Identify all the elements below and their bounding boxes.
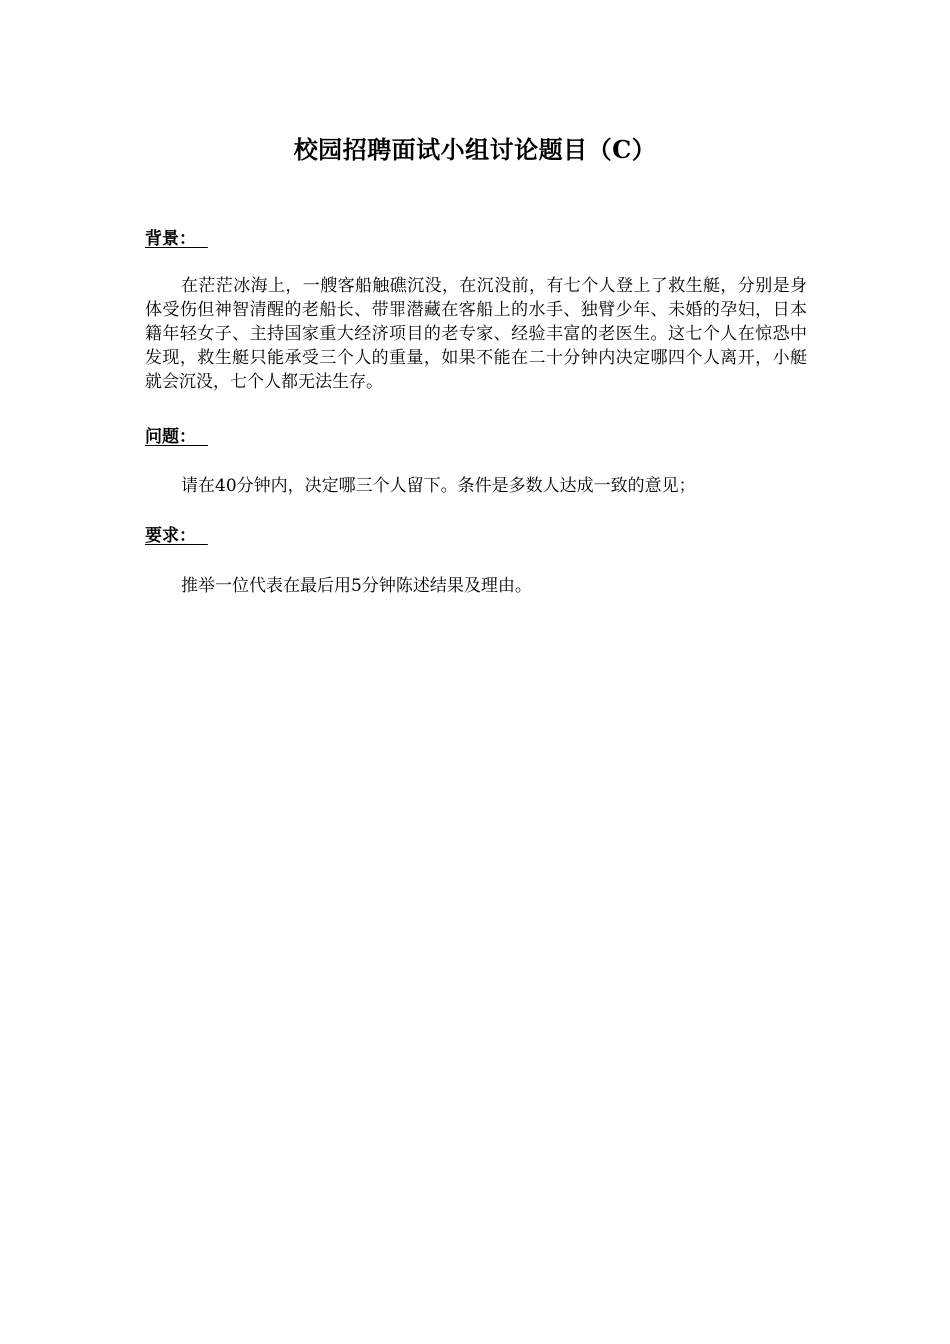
section-heading-requirement: 要求： <box>145 526 208 546</box>
document-title: 校园招聘面试小组讨论题目（C） <box>293 135 657 164</box>
section-text-requirement: 推举一位代表在最后用5分钟陈述结果及理由。 <box>181 576 532 596</box>
section-text-question: 请在40分钟内，决定哪三个人留下。条件是多数人达成一致的意见； <box>181 476 696 496</box>
section-text-background: 在茫茫冰海上，一艘客船触礁沉没，在沉没前，有七个人登上了救生艇，分别是身体受伤但神智清醒的老船长、带罪潜藏在客船上的水手、独臂少年、未婚的孕妇，日本籍年轻女子、主持国家重大经济项目的老专家、经验丰富的老医生。这七个人在惊恐中发现，救生艇只能承受三个人的重量，如果不能在二十分钟内决定哪四个人离开，小艇就会沉没，七个人都无法生存。 <box>145 276 807 392</box>
section-heading-question: 问题： <box>145 427 208 447</box>
section-heading-background: 背景： <box>145 229 208 249</box>
